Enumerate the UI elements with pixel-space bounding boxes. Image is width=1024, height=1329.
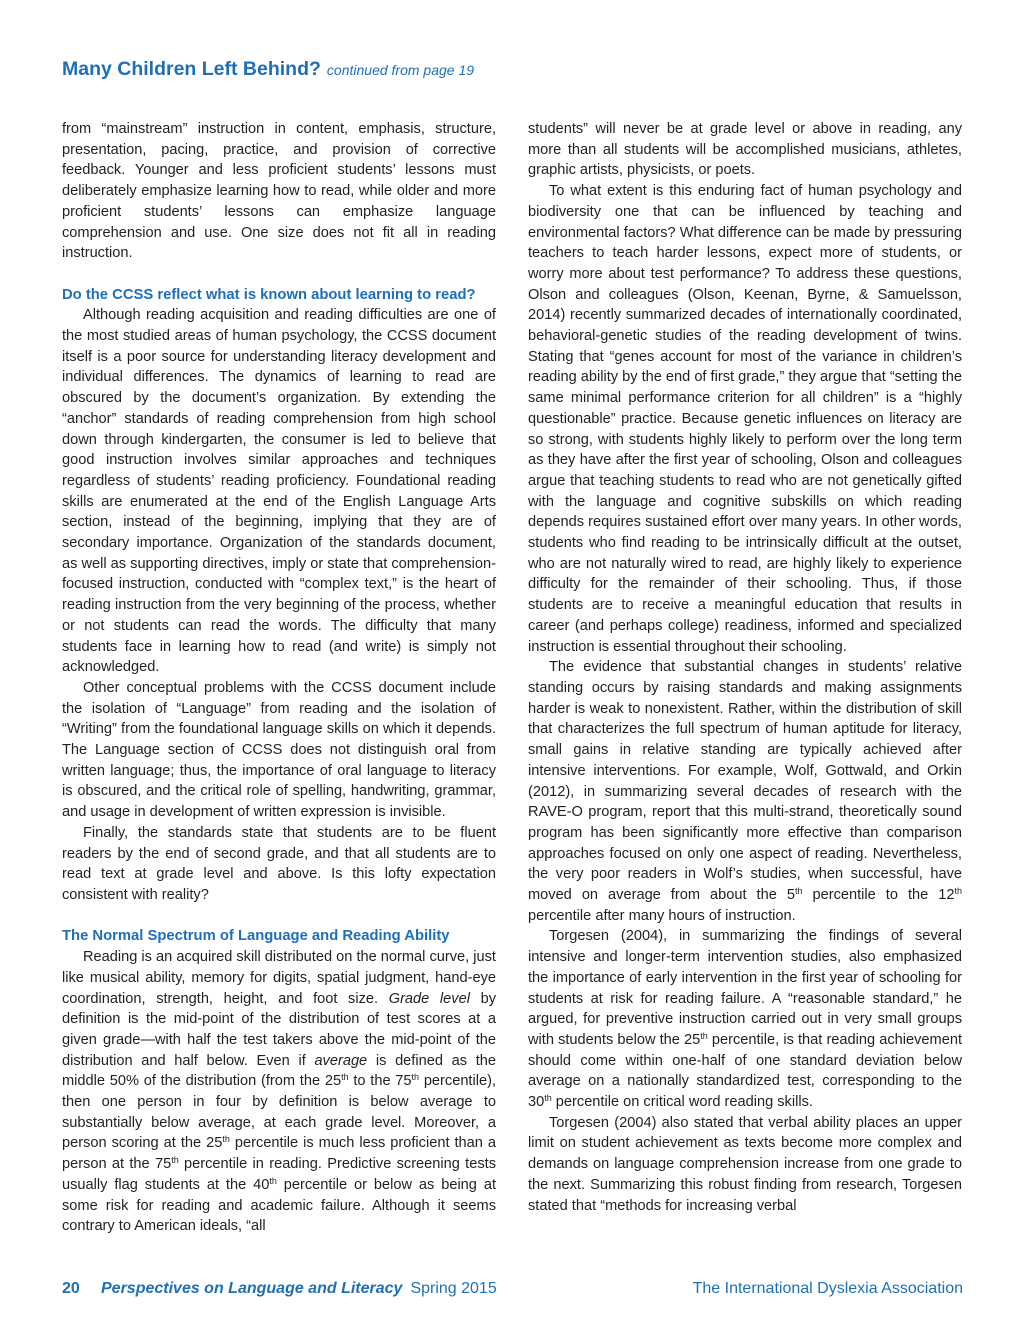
section-heading: Do the CCSS reflect what is known about learning to read? xyxy=(62,286,476,303)
paragraph: Torgesen (2004) also stated that verbal ability places an upper limit on student achievement as texts become more complex and demands on language comprehension increase from one grade to the next. Summarizing this robust finding from research, Torgesen stated that “methods for increasing verbal xyxy=(528,1114,962,1214)
section-heading: The Normal Spectrum of Language and Reading Ability xyxy=(62,928,450,945)
article-title: Many Children Left Behind? xyxy=(62,58,321,80)
paragraph: Other conceptual problems with the CCSS document include the isolation of “Language” from reading and the isolation of “Writing” from the foundational language skills on which it depends. The Language section of CCSS does not distinguish oral from written language; thus, the importance of oral language to literacy is obscured, and the critical role of spelling, handwriting, grammar, and usage in development of written expression is invisible. xyxy=(62,679,496,821)
running-header xyxy=(62,58,474,81)
page-number: 20 xyxy=(62,1280,80,1297)
paragraph: Torgesen (2004), in summarizing the findings of several intensive and longer-term intervention studies, also emphasized the importance of early intervention in the first year of schooling for students at risk for reading failure. A “reasonable standard,” he argued, for preventive instruction carried out in very small groups with students below the 25th percentile, is that reading achievement should come within one-half of one standard deviation below average on a nationally standardized test, corresponding to the 30th percentile on critical word reading skills. xyxy=(528,928,962,1111)
right-column xyxy=(528,119,962,1216)
left-column xyxy=(62,119,496,1237)
paragraph: Although reading acquisition and reading difficulties are one of the most studied areas of human psychology, the CCSS document itself is a poor source for understanding literacy development and individual differences. The dynamics of learning to read are obscured by the document’s organization. By extending the “anchor” standards of reading comprehension from high school down through kindergarten, the consumer is led to believe that good instruction involves similar approaches and techniques regardless of students’ reading proficiency. Foundational reading skills are enumerated at the end of the English Language Arts section, instead of the beginning, implying that they are of secondary importance. Organization of the standards document, as well as supporting directives, imply or state that comprehension-focused instruction, conducted with “complex text,” is the heart of reading instruction from the very beginning of the process, whether or not students can read the words. The difficulty that many students face in learning how to read (and write) is simply not acknowledged. xyxy=(62,307,496,676)
paragraph: Finally, the standards state that students are to be fluent readers by the end of second grade, and that all students are to read text at grade level and above. Is this lofty expectation consistent with reality? xyxy=(62,824,496,903)
journal-name: Perspectives on Language and Literacy Spring 2015 xyxy=(101,1280,497,1297)
paragraph: To what extent is this enduring fact of human psychology and biodiversity one that can be influenced by teaching and environmental factors? What difference can be made by pressuring teachers to teach harder lessons, expect more of students, or worry more about test performance? To address these questions, Olson and colleagues (Olson, Keenan, Byrne, & Samuelsson, 2014) recently summarized decades of internationally coordinated, behavioral-genetic studies of the reading development of twins. Stating that “genes account for most of the variance in children’s reading ability by the end of first grade,” they argue that “setting the same minimal performance criterion for all children” is a “highly questionable” practice. Because genetic influences on literacy are so strong, with students highly likely to perform over the long term as they have after the first year of schooling, Olson and colleagues argue that teaching students to read who are not genetically gifted with the language and cognitive subskills on which reading depends requires sustained effort over many years. In other words, students who find reading to be intrinsically difficult at the outset, who are not naturally wired to read, are highly likely to experience difficulty for the remainder of their schooling. Thus, if those students are to receive a meaningful education that results in career (and perhaps college) readiness, informed and specialized instruction is essential throughout their schooling. xyxy=(528,183,963,655)
paragraph: students” will never be at grade level or above in reading, any more than all students will be accomplished musicians, athletes, graphic artists, physicists, or poets. xyxy=(528,121,962,179)
organization-name: The International Dyslexia Association xyxy=(692,1280,963,1297)
journal-edition: Spring 2015 xyxy=(410,1280,497,1297)
page-footer xyxy=(62,1280,963,1302)
paragraph: The evidence that substantial changes in students’ relative standing occurs by raising standards and making assignments harder is weak to nonexistent. Rather, within the distribution of skill that characterizes the full spectrum of human aptitude for literacy, small gains in relative standing are typically achieved after intensive interventions. For example, Wolf, Gottwald, and Orkin (2012), in summarizing several decades of research with the RAVE-O program, report that this multi-strand, theoretically sound program has been significantly more effective than comparison approaches focused on only one aspect of reading. Nevertheless, the very poor readers in Wolf’s studies, when successful, have moved on average from about the 5th percentile to the 12th percentile after many hours of instruction. xyxy=(528,659,962,924)
continued-note: continued from page 19 xyxy=(326,62,475,78)
paragraph: Reading is an acquired skill distributed on the normal curve, just like musical ability, memory for digits, spatial judgment, hand-eye coordination, strength, height, and foot size. Grade level by definition is the mid-point of the distribution of test scores at a given grade—with half the test takers above the mid-point of the distribution and half below. Even if average is defined as the middle 50% of the distribution (from the 25th to the 75th percentile), then one person in four by definition is below average to substantially below average, at each grade level. Moreover, a person scoring at the 25th percentile is much less proficient than a person at the 75th percentile in reading. Predictive screening tests usually flag students at the 40th percentile or below as being at some risk for reading and academic failure. Although it seems contrary to American ideals, “all xyxy=(62,949,497,1235)
paragraph: from “mainstream” instruction in content, emphasis, structure, presentation, pacing, practice, and provision of corrective feedback. Younger and less proficient students’ lessons must deliberately emphasize learning how to read, while older and more proficient students’ lessons can emphasize language comprehension and use. One size does not fit all in reading instruction. xyxy=(62,121,496,262)
